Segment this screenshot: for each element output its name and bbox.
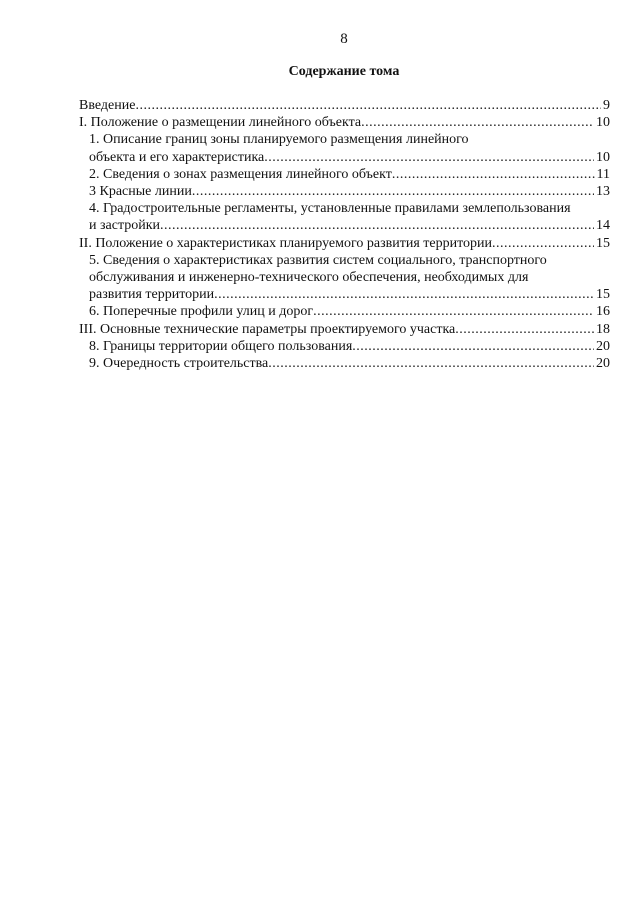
- toc-entry-page: 20: [596, 356, 610, 372]
- toc-entry-text: II. Положение о характеристиках планируемого развития территории: [79, 235, 493, 251]
- dot-leader: [135, 97, 601, 114]
- toc-entry-line: [79, 114, 610, 131]
- toc-entry-text: 8. Границы территории общего пользования: [89, 338, 353, 354]
- toc-entry-page: 13: [596, 184, 610, 200]
- toc-entry-page: 11: [596, 166, 610, 182]
- dot-leader: [455, 321, 594, 338]
- toc-entry-line: [89, 286, 610, 303]
- toc-entry-line: [89, 183, 610, 200]
- toc-entry-page: 10: [596, 115, 610, 131]
- dot-leader: [268, 355, 594, 372]
- toc-entry[interactable]: [79, 200, 610, 234]
- toc-entry[interactable]: [79, 235, 610, 252]
- toc-entry-text: 6. Поперечные профили улиц и дорог: [89, 304, 314, 320]
- toc-entry-page: 15: [596, 235, 610, 251]
- toc-entry-page: 20: [596, 338, 610, 354]
- toc-entry-text: обслуживания и инженерно-технического обеспечения, необходимых для: [89, 270, 529, 286]
- toc-entry-page: 9: [603, 98, 610, 113]
- toc-entry[interactable]: [79, 303, 610, 320]
- toc-entry-text: III. Основные технические параметры проектируемого участка: [79, 321, 456, 337]
- toc-entry[interactable]: [79, 321, 610, 338]
- toc-entry[interactable]: [79, 183, 610, 200]
- toc-entry-text: Введение: [79, 98, 136, 113]
- toc-entry-page: 10: [596, 149, 610, 165]
- dot-leader: [264, 149, 594, 166]
- toc-entry-text: развития территории: [89, 287, 215, 303]
- toc-entry-line: [89, 166, 610, 183]
- toc-entry[interactable]: [79, 355, 610, 372]
- toc-entry-line: [89, 355, 610, 372]
- toc-entry-text: 1. Описание границ зоны планируемого размещения линейного: [89, 132, 469, 148]
- toc-entry[interactable]: [79, 97, 610, 114]
- toc-title: Содержание тома: [288, 64, 400, 79]
- toc-entry[interactable]: [79, 166, 610, 183]
- dot-leader: [313, 303, 594, 320]
- page-number: 8: [340, 31, 348, 47]
- toc-entry-text: 2. Сведения о зонах размещения линейного объект: [89, 166, 392, 182]
- toc-entry-page: 15: [596, 287, 610, 303]
- toc-entry-line: [89, 338, 610, 355]
- toc-entry-text: 9. Очередность строительства: [89, 356, 269, 372]
- toc-entry-text: 5. Сведения о характеристиках развития систем социального, транспортного: [89, 252, 547, 268]
- dot-leader: [492, 235, 594, 252]
- toc-entry-line: [89, 149, 610, 166]
- toc-entry-text: и застройки: [89, 218, 161, 234]
- toc-entry-page: 18: [596, 321, 610, 337]
- dot-leader: [192, 183, 594, 200]
- dot-leader: [214, 286, 594, 303]
- toc-entry[interactable]: [79, 131, 610, 165]
- table-of-contents: [79, 97, 610, 372]
- toc-entry-text: объекта и его характеристика: [89, 149, 265, 165]
- toc-entry-text: I. Положение о размещении линейного объекта: [79, 115, 362, 131]
- toc-entry-line: [79, 321, 610, 338]
- toc-entry-line: [89, 303, 610, 320]
- toc-entry-page: 14: [596, 218, 610, 234]
- dot-leader: [361, 114, 594, 131]
- toc-entry-line: [79, 235, 610, 252]
- toc-entry-line: [79, 97, 610, 114]
- dot-leader: [352, 338, 594, 355]
- toc-entry[interactable]: [79, 114, 610, 131]
- dot-leader: [392, 166, 595, 183]
- toc-entry-text: 4. Градостроительные регламенты, установленные правилами землепользования: [89, 201, 571, 217]
- toc-entry-text: 3 Красные линии: [89, 184, 192, 200]
- toc-entry[interactable]: [79, 338, 610, 355]
- toc-entry[interactable]: [79, 252, 610, 304]
- toc-entry-page: 16: [596, 304, 610, 320]
- toc-entry-line: [89, 217, 610, 234]
- dot-leader: [160, 217, 594, 234]
